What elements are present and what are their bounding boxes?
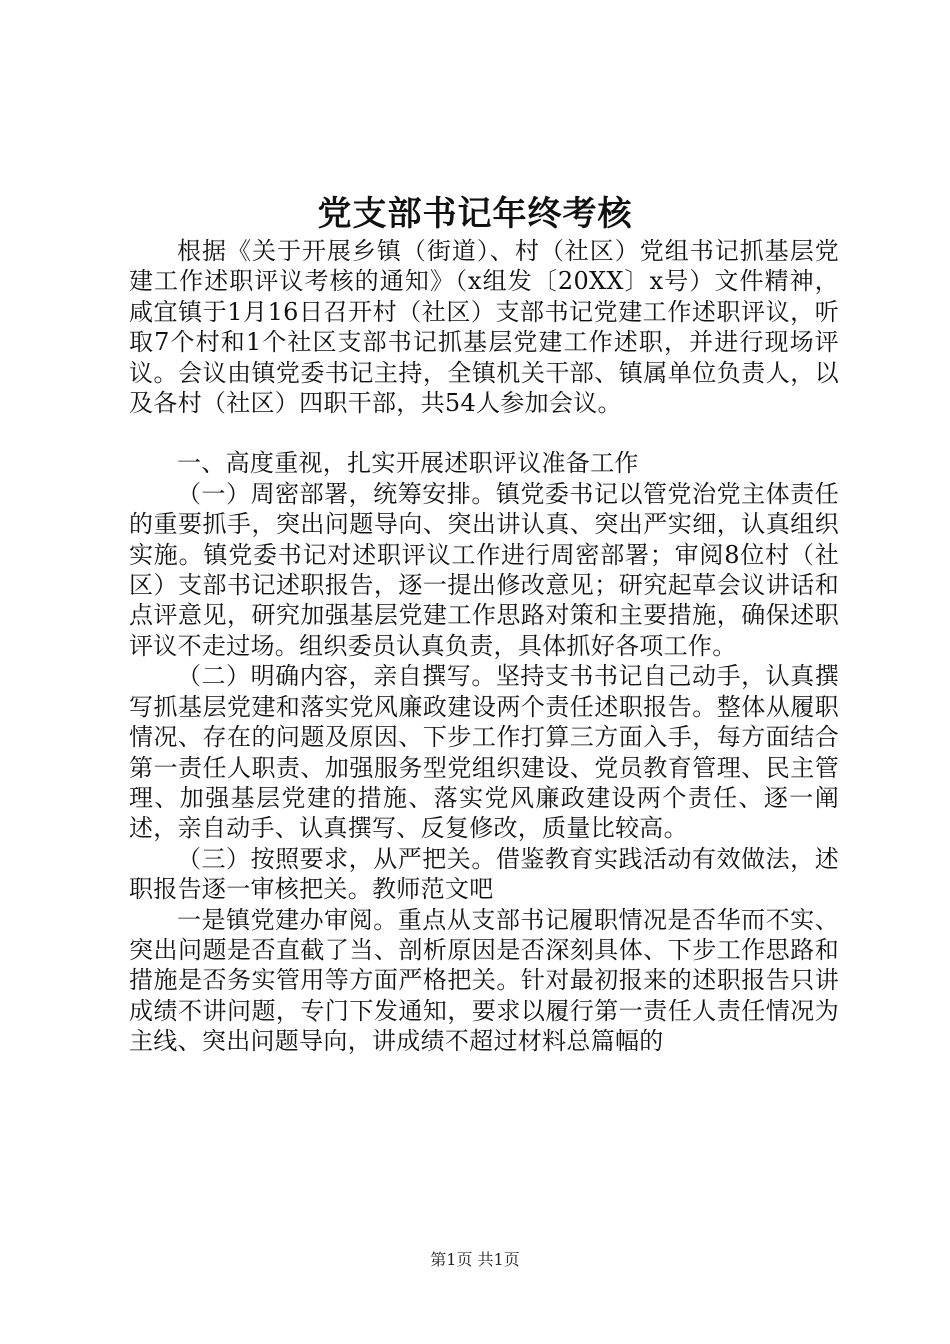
paragraph-subsection-3: （三）按照要求，从严把关。借鉴教育实践活动有效做法，述职报告逐一审核把关。教师范文吧 xyxy=(129,844,839,904)
section-heading-1: 一、高度重视，扎实开展述职评议准备工作 xyxy=(177,449,639,478)
paragraph-subsection-1: （一）周密部署，统筹安排。镇党委书记以管党治党主体责任的重要抓手，突出问题导向、突出讲认真、突出严实细，认真组织实施。镇党委书记对述职评议工作进行周密部署；审阅8位村（社区）支部书记述职报告，逐一提出修改意见；研究起草会议讲话和点评意见，研究加强基层党建工作思路对策和主要措施，确保述职评议不走过场。组织委员认真负责，具体抓好各项工作。 xyxy=(129,479,839,660)
document-title: 党支部书记年终考核 xyxy=(317,194,633,234)
page-footer: 第1页 共1页 xyxy=(430,1250,520,1269)
document-body xyxy=(129,236,839,1057)
paragraph-subsection-2: （二）明确内容，亲自撰写。坚持支书书记自己动手，认真撰写抓基层党建和落实党风廉政建设两个责任述职报告。整体从履职情况、存在的问题及原因、下步工作打算三方面入手，每方面结合第一责任人职责、加强服务型党组织建设、党员教育管理、民主管理、加强基层党建的措施、落实党风廉政建设两个责任、逐一阐述，亲自动手、认真撰写、反复修改，质量比较高。 xyxy=(129,662,839,843)
paragraph-point-1: 一是镇党建办审阅。重点从支部书记履职情况是否华而不实、突出问题是否直截了当、剖析原因是否深刻具体、下步工作思路和措施是否务实管用等方面严格把关。针对最初报来的述职报告只讲成绩不讲问题，专门下发通知，要求以履行第一责任人责任情况为主线、突出问题导向，讲成绩不超过材料总篇幅的 xyxy=(129,905,839,1056)
paragraph-intro: 根据《关于开展乡镇（街道）、村（社区）党组书记抓基层党建工作述职评议考核的通知》（x组发〔20XX〕x号）文件精神，咸宜镇于1月16日召开村（社区）支部书记党建工作述职评议，听取7个村和1个社区支部书记抓基层党建工作述职，并进行现场评议。会议由镇党委书记主持，全镇机关干部、镇属单位负责人，以及各村（社区）四职干部，共54人参加会议。 xyxy=(129,237,839,418)
